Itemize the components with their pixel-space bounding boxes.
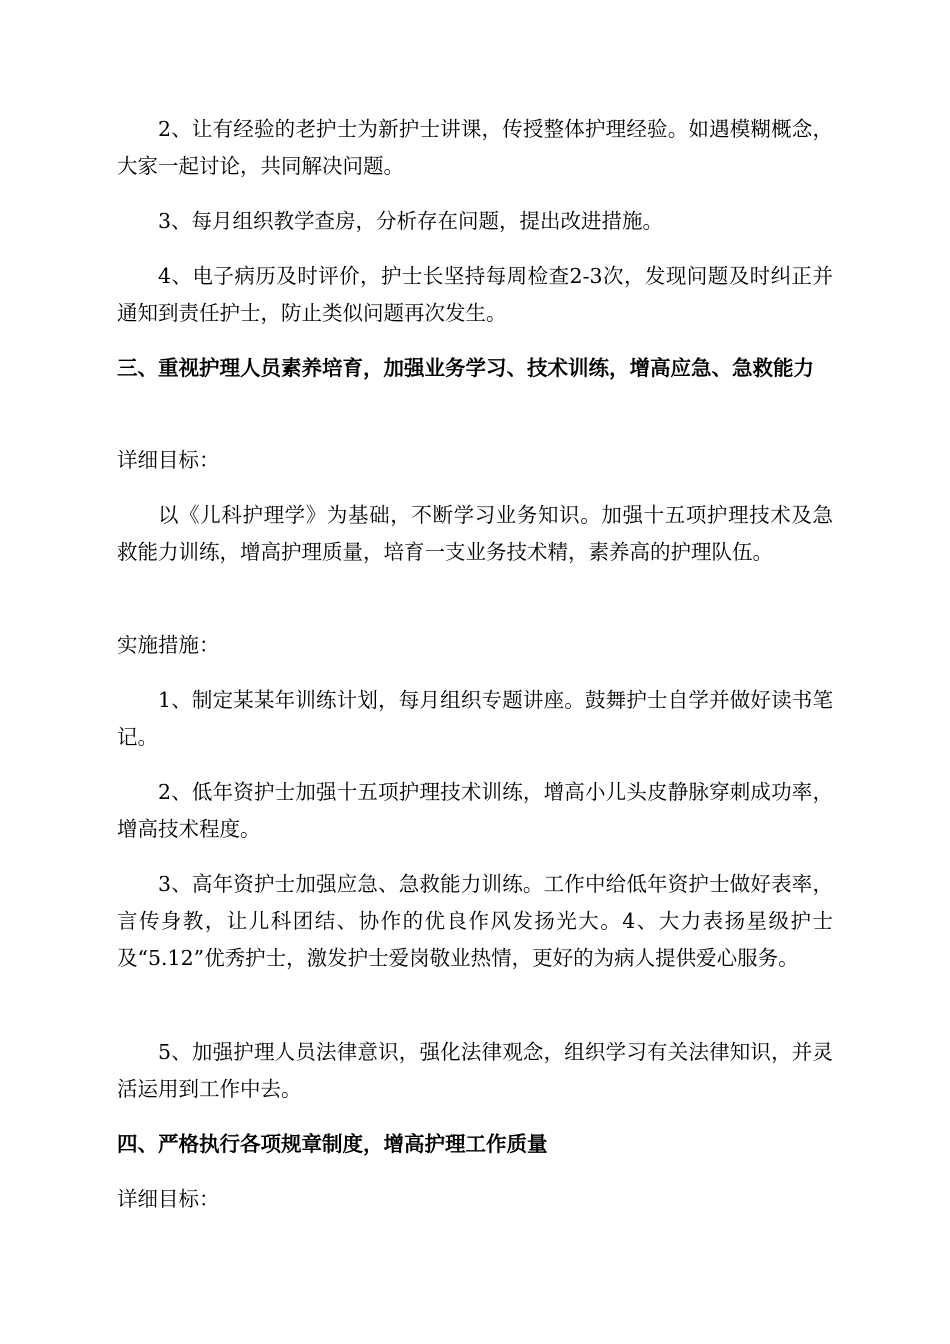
goal-paragraph: 以《儿科护理学》为基础，不断学习业务知识。加强十五项护理技术及急救能力训练，增高护理质量，培育一支业务技术精，素养高的护理队伍。: [117, 503, 833, 564]
goal-label-2: 详细目标：: [117, 1187, 220, 1211]
section-heading-3: 三、重视护理人员素养培育，加强业务学习、技术训练，增高应急、急救能力: [117, 356, 814, 380]
paragraph-measure-4: 4、电子病历及时评价，护士长坚持每周检查2-3次，发现问题及时纠正并通知到责任护士，防止类似问题再次发生。: [117, 264, 833, 325]
goal-label: 详细目标：: [117, 448, 220, 472]
paragraph-measure-2b: 2、低年资护士加强十五项护理技术训练，增高小儿头皮静脉穿刺成功率，增高技术程度。: [117, 780, 833, 841]
paragraph-measure-3b: 3、高年资护士加强应急、急救能力训练。工作中给低年资护士做好表率，言传身教，让儿科团结、协作的优良作风发扬光大。4、大力表扬星级护士及“5.12”优秀护士，激发护士爱岗敬业热情，更好的为病人提供爱心服务。: [117, 872, 833, 970]
measures-label: 实施措施：: [117, 633, 220, 657]
paragraph-measure-3: 3、每月组织教学查房，分析存在问题，提出改进措施。: [158, 209, 664, 233]
section-heading-4: 四、严格执行各项规章制度，增高护理工作质量: [117, 1132, 548, 1156]
paragraph-measure-5: 5、加强护理人员法律意识，强化法律观念，组织学习有关法律知识，并灵活运用到工作中去。: [117, 1040, 833, 1101]
paragraph-measure-2: 2、让有经验的老护士为新护士讲课，传授整体护理经验。如遇模糊概念，大家一起讨论，共同解决问题。: [117, 117, 833, 178]
paragraph-measure-1: 1、制定某某年训练计划，每月组织专题讲座。鼓舞护士自学并做好读书笔记。: [117, 688, 833, 749]
